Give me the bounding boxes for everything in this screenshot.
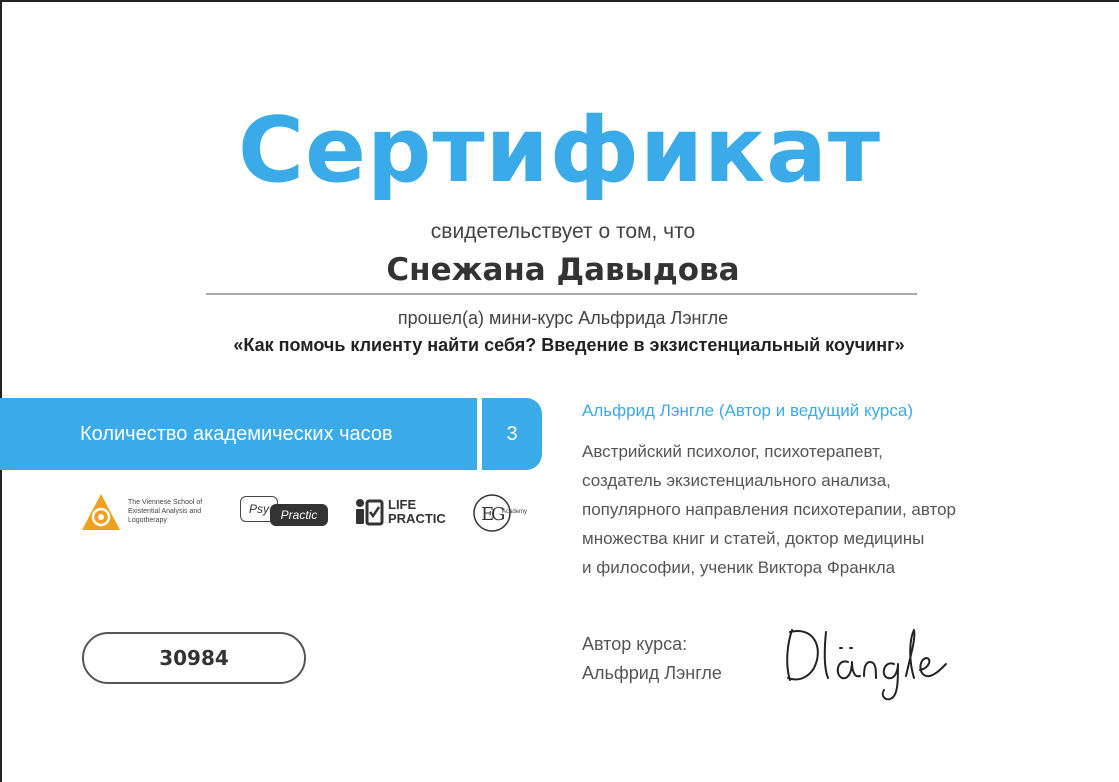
certificate-title: Сертификат <box>237 98 882 203</box>
author-bio <box>582 437 1052 582</box>
signature-label <box>582 630 722 688</box>
svg-text:G: G <box>491 504 506 525</box>
partner-logos <box>80 490 540 536</box>
hours-banner <box>0 398 477 470</box>
life-practic-logo <box>354 498 464 528</box>
practic-line-text: PRACTIC <box>388 511 446 526</box>
academy-text: Academy <box>502 509 528 515</box>
vienna-school-icon <box>80 492 122 532</box>
psy-text: Psy <box>240 496 278 522</box>
vienna-school-name: The Viennese School of Existential Analysis and Logotherapy <box>128 499 203 524</box>
recipient-name: Снежана Давыдова <box>386 252 740 288</box>
signature-label-line2: Альфрид Лэнгле <box>582 663 722 683</box>
hours-value: 3 <box>482 398 542 470</box>
eg-academy-logo <box>472 492 542 534</box>
author-bio-line: и философии, ученик Виктора Франкла <box>582 558 896 577</box>
life-practic-icon <box>354 498 384 526</box>
author-bio-line: множества книг и статей, доктор медицины <box>582 529 925 548</box>
certifies-text: свидетельствует о том, что <box>430 220 696 243</box>
course-title: «Как помочь клиенту найти себя? Введение в экзистенциальный коучинг» <box>233 335 905 355</box>
psy-practic-logo <box>240 496 332 528</box>
vienna-school-logo <box>80 490 230 536</box>
author-bio-line: популярного направления психотерапии, автор <box>582 500 957 519</box>
author-signature <box>780 618 960 708</box>
practic-text: Practic <box>270 504 328 526</box>
svg-text:E: E <box>481 504 495 525</box>
certificate-number: 30984 <box>82 632 306 684</box>
author-name-role: Альфрид Лэнгле (Автор и ведущий курса) <box>582 401 913 420</box>
author-bio-line: Австрийский психолог, психотерапевт, <box>582 442 883 461</box>
name-underline <box>206 293 917 295</box>
life-text: LIFE <box>388 497 417 512</box>
page-border-top <box>0 0 1119 2</box>
signature-label-line1: Автор курса: <box>582 634 688 654</box>
hours-label: Количество академических часов <box>80 423 393 445</box>
completed-text: прошел(а) мини-курс Альфрида Лэнгле <box>397 308 729 328</box>
author-bio-line: создатель экзистенциального анализа, <box>582 471 891 490</box>
